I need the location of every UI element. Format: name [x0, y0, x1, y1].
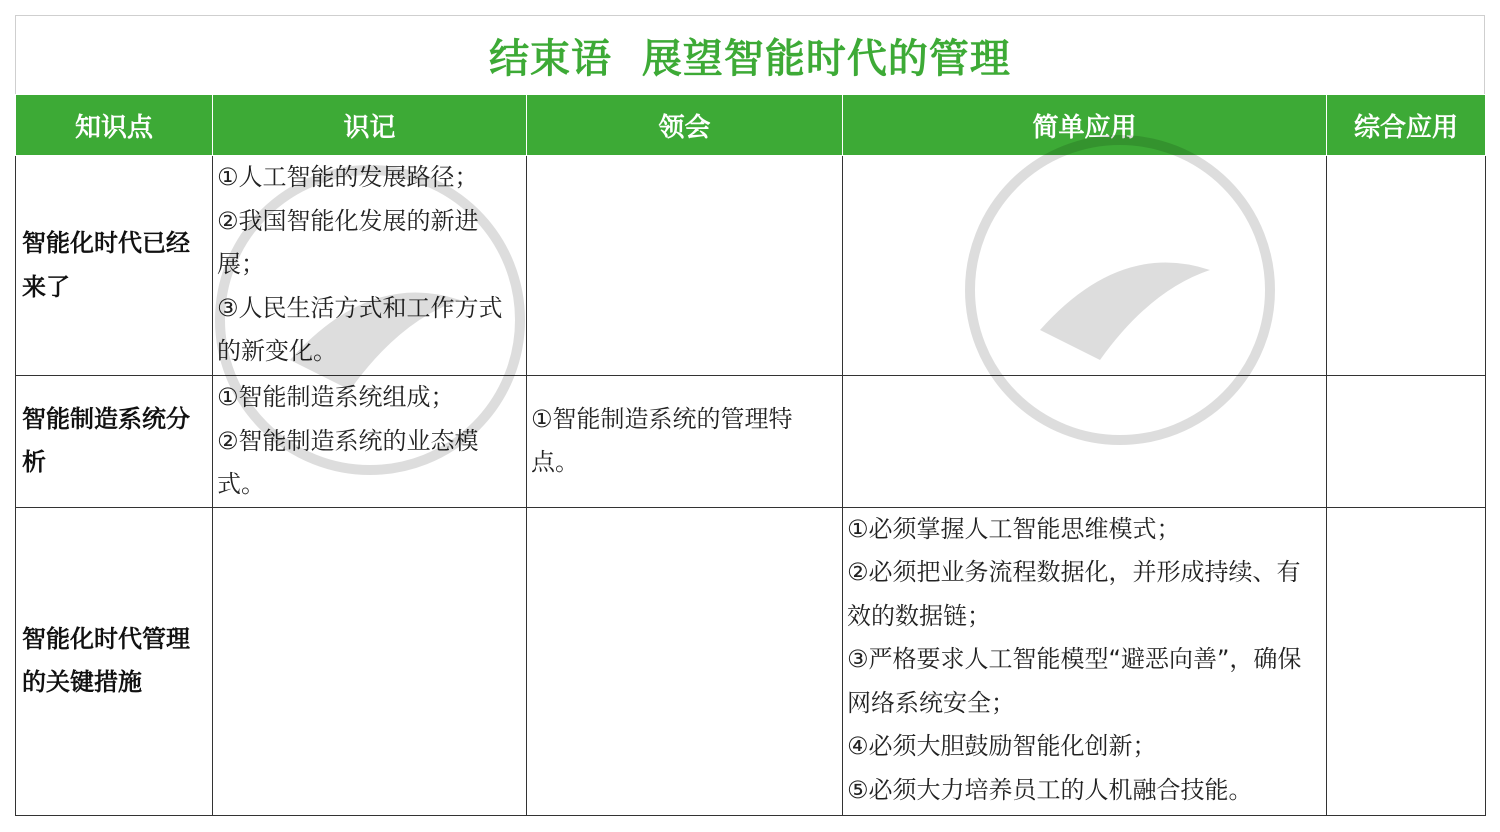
header-understand: 领会	[527, 95, 843, 156]
page-frame	[15, 15, 1485, 816]
table-header-row	[16, 95, 1486, 156]
list-item: ②智能制造系统的业态模式。	[217, 426, 479, 498]
list-item: ④必须大胆鼓励智能化创新；	[847, 732, 1157, 760]
understand-cell	[527, 376, 843, 508]
comprehensive-apply-cell	[1327, 507, 1486, 815]
list-item: ①智能制造系统组成；	[217, 383, 455, 411]
list-item: ①智能制造系统的管理特点。	[531, 404, 793, 477]
list-item: ③严格要求人工智能模型“避恶向善”，确保网络系统安全；	[847, 645, 1302, 717]
list-item: ③人民生活方式和工作方式的新变化。	[217, 293, 503, 365]
table-row	[16, 156, 1486, 376]
understand-cell	[527, 156, 843, 376]
header-recall: 识记	[213, 95, 527, 156]
list-item: ②我国智能化发展的新进展；	[217, 206, 479, 278]
list-item: ①必须掌握人工智能思维模式；	[847, 514, 1181, 543]
knowledge-table	[15, 94, 1486, 816]
recall-cell	[213, 376, 527, 508]
recall-cell	[213, 156, 527, 376]
title-bar	[15, 15, 1485, 94]
simple-apply-cell	[843, 156, 1327, 376]
header-comprehensive-apply: 综合应用	[1327, 95, 1486, 156]
topic-cell: 智能化时代已经来了	[16, 156, 213, 376]
list-item: ①人工智能的发展路径；	[217, 163, 479, 191]
understand-cell	[527, 507, 843, 815]
header-simple-apply: 简单应用	[843, 95, 1327, 156]
table-row	[16, 376, 1486, 508]
topic-cell: 智能化时代管理的关键措施	[16, 507, 213, 815]
recall-cell	[213, 507, 527, 815]
list-item: ②必须把业务流程数据化，并形成持续、有效的数据链；	[847, 558, 1301, 630]
simple-apply-cell	[843, 507, 1327, 815]
simple-apply-cell	[843, 376, 1327, 508]
list-item: ⑤必须大力培养员工的人机融合技能。	[847, 775, 1253, 804]
header-knowledge-point: 知识点	[16, 95, 213, 156]
topic-cell: 智能制造系统分析	[16, 376, 213, 508]
comprehensive-apply-cell	[1327, 376, 1486, 508]
comprehensive-apply-cell	[1327, 156, 1486, 376]
table-row	[16, 507, 1486, 815]
page-title: 结束语 展望智能时代的管理	[489, 35, 1011, 82]
